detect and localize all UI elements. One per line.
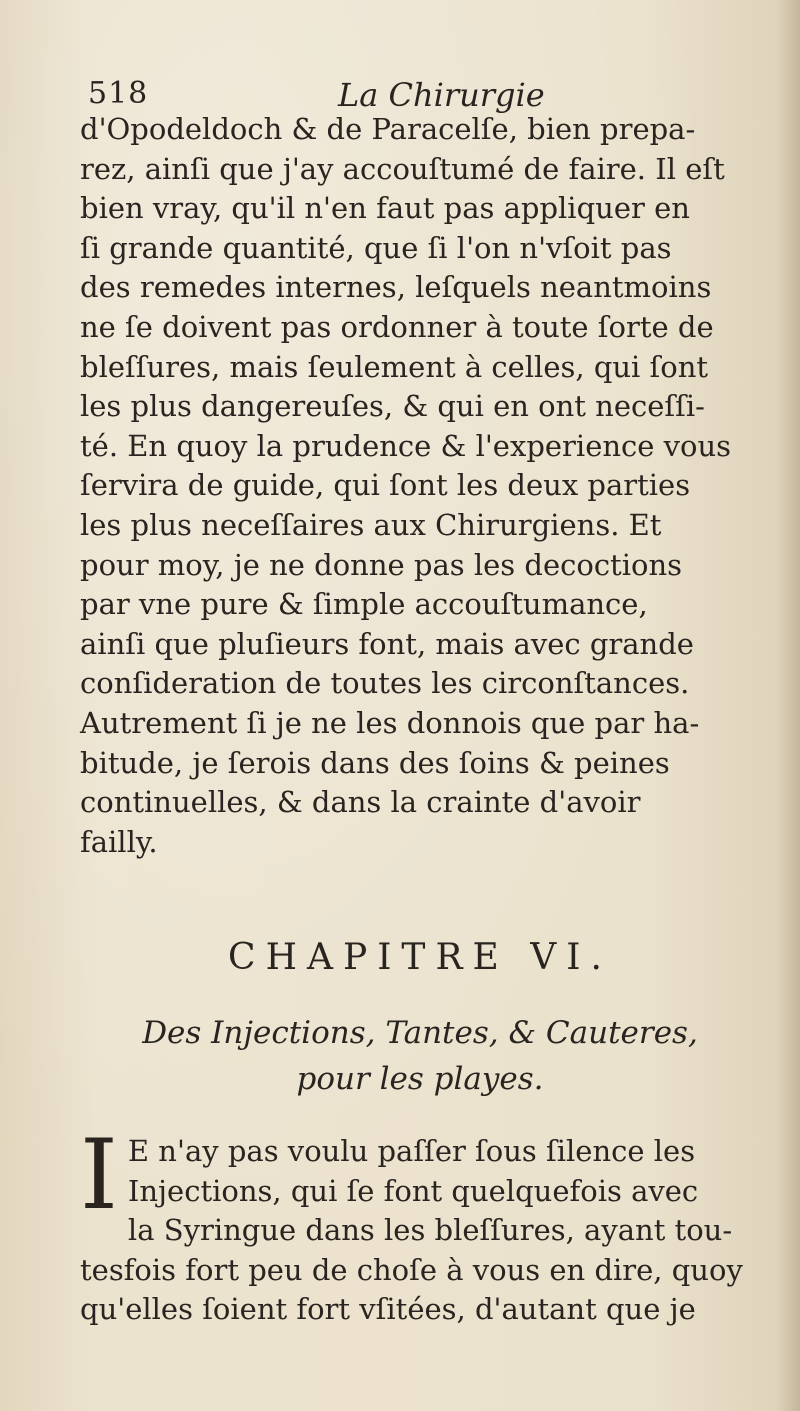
text-line: té. En quoy la prudence & l'experience vous bbox=[80, 428, 732, 463]
page-edge-shadow bbox=[776, 0, 800, 1411]
text-line: bleſſures, mais ſeulement à celles, qui ſont bbox=[80, 349, 709, 384]
chapter-subtitle bbox=[100, 1010, 740, 1102]
subtitle-line: Des Injections, Tantes, & Cauteres, bbox=[142, 1015, 698, 1051]
subtitle-line: pour les playes. bbox=[296, 1061, 544, 1097]
text-line: les plus dangereuſes, & qui en ont neceſſi- bbox=[80, 389, 705, 424]
page-number: 518 bbox=[88, 76, 149, 111]
text-line: ne ſe doivent pas ordonner à toute ſorte de bbox=[80, 309, 714, 344]
body-paragraph bbox=[80, 110, 748, 862]
text-line: la Syringue dans les bleſſures, ayant tou- bbox=[127, 1213, 733, 1248]
section-paragraph bbox=[80, 1119, 748, 1330]
chapter-heading: CHAPITRE VI. bbox=[228, 937, 612, 978]
text-line: failly. bbox=[80, 824, 158, 859]
text-line: pour moy, je ne donne pas les decoctions bbox=[80, 547, 683, 582]
text-line: Injections, qui ſe font quelquefois avec bbox=[127, 1173, 699, 1208]
text-line: continuelles, & dans la crainte d'avoir bbox=[80, 785, 641, 820]
running-title: La Chirurgie bbox=[338, 76, 545, 114]
text-line: par vne pure & ſimple accouſtumance, bbox=[80, 587, 648, 622]
text-line: tesfois fort peu de choſe à vous en dire, quoy bbox=[80, 1252, 743, 1287]
text-line: Autrement ſi je ne les donnois que par ha- bbox=[80, 705, 700, 740]
text-line: bitude, je ſerois dans des ſoins & peines bbox=[80, 745, 670, 780]
text-line: rez, ainſi que j'ay accouſtumé de faire. Il eſt bbox=[80, 151, 725, 186]
text-line: ſi grande quantité, que ſi l'on n'vſoit pas bbox=[80, 230, 672, 265]
text-line: ainſi que pluſieurs font, mais avec grande bbox=[80, 626, 694, 661]
text-line: qu'elles ſoient fort vſitées, d'autant que je bbox=[80, 1292, 696, 1327]
text-line: des remedes internes, leſquels neantmoins bbox=[80, 270, 712, 305]
drop-cap: I bbox=[80, 1119, 118, 1231]
text-line: conſideration de toutes les circonſtances. bbox=[80, 666, 690, 701]
text-line: bien vray, qu'il n'en faut pas appliquer en bbox=[80, 191, 690, 226]
text-line: ſervira de guide, qui ſont les deux parties bbox=[80, 468, 691, 503]
text-line: d'Opodeldoch & de Paracelſe, bien prepa- bbox=[80, 112, 696, 146]
text-line: E n'ay pas voulu paſſer ſous ſilence les bbox=[127, 1134, 696, 1168]
text-line: les plus neceſſaires aux Chirurgiens. Et bbox=[80, 507, 662, 542]
